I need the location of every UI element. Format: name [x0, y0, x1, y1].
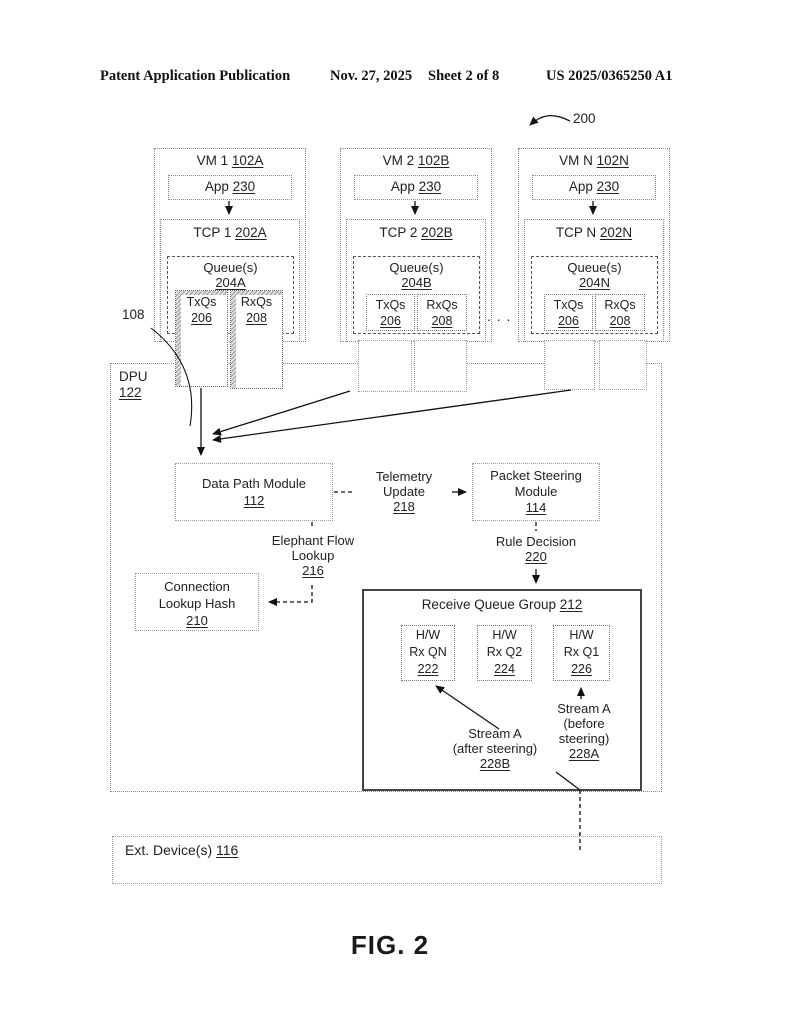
- vm2-rxq-num: 208: [431, 314, 453, 328]
- vmn-queue-box: [531, 256, 658, 334]
- vm2-tcp-num: 202B: [421, 225, 453, 240]
- vmn-label: VM N: [559, 153, 593, 168]
- hw-rx-q2-box: [477, 625, 532, 681]
- hw-q1-line1: H/W: [569, 628, 594, 642]
- hw-q2-line1: H/W: [492, 628, 517, 642]
- stream-before-line3: steering): [558, 731, 610, 746]
- hw-qn-num: 222: [417, 662, 439, 676]
- vm2-txq-box: [366, 294, 415, 331]
- vmn-queue-num: 204N: [578, 275, 611, 290]
- header-publication: Patent Application Publication: [100, 68, 291, 84]
- vmn-txq-extension: [544, 340, 595, 390]
- vm1-title: [155, 153, 305, 168]
- vmn-rxq-extension: [599, 340, 647, 390]
- hw-q1-num: 226: [571, 662, 592, 676]
- vm2-title: [341, 153, 491, 168]
- hw-q2-line2: Rx Q2: [486, 645, 523, 659]
- packet-steering-num: 114: [525, 500, 547, 515]
- data-path-module-num: 112: [243, 493, 265, 508]
- stream-after-line2: (after steering): [452, 741, 538, 756]
- vmn-queue-title: [532, 260, 657, 290]
- vm1-txq-label: TxQs: [186, 295, 217, 309]
- stream-before-steering-label: [546, 701, 622, 761]
- vmn-box: [518, 148, 670, 342]
- telemetry-num: 218: [393, 499, 415, 514]
- vmn-app-label: App: [568, 179, 593, 194]
- vm1-tcp-title: [161, 225, 299, 240]
- vm2-tcp-box: [346, 219, 486, 342]
- vmn-queue-label: Queue(s): [567, 260, 622, 275]
- elephant-flow-lookup-label: [263, 533, 363, 578]
- stream-after-steering-label: [433, 726, 557, 771]
- vm2-queue-num: 204B: [401, 275, 432, 290]
- elephant-num: 216: [302, 563, 324, 578]
- ref-200-leader-arrow: [530, 116, 570, 125]
- vmn-txq-label: TxQs: [553, 298, 584, 312]
- telemetry-update-label: [359, 469, 449, 514]
- ext-devices-label: [125, 842, 238, 858]
- ext-devices-box: [112, 836, 662, 884]
- vm1-queue-title: [168, 260, 293, 290]
- vm1-app-num: 230: [232, 179, 256, 194]
- hw-qn-line2: Rx QN: [409, 645, 447, 659]
- vm2-app-num: 230: [418, 179, 442, 194]
- vm2-txq-extension: [358, 340, 412, 392]
- vm1-queue-label: Queue(s): [203, 260, 258, 275]
- vmn-tcp-title: [525, 225, 663, 240]
- vm2-tcp-label: TCP 2: [379, 225, 418, 240]
- vm2-rxq-extension: [414, 340, 467, 392]
- vmn-tcp-num: 202N: [599, 225, 633, 240]
- packet-steering-line2: Module: [514, 484, 558, 499]
- ext-devices-num: 116: [216, 842, 239, 858]
- vmn-txq-num: 206: [558, 314, 579, 328]
- vm2-queue-box: [353, 256, 480, 334]
- vm2-app-box: [354, 175, 478, 200]
- stream-after-line1: Stream A: [468, 726, 522, 741]
- connection-lookup-line1: Connection: [164, 579, 230, 594]
- elephant-line1: Elephant Flow: [271, 533, 355, 548]
- header-pub-number: US 2025/0365250 A1: [546, 68, 673, 84]
- telemetry-line1: Telemetry: [375, 469, 433, 484]
- data-path-module-label: Data Path Module: [201, 476, 307, 491]
- vm1-tcp-num: 202A: [235, 225, 267, 240]
- vm1-queue-num: 204A: [215, 275, 246, 290]
- vm2-rxq-box: [417, 294, 467, 331]
- elephant-line2: Lookup: [291, 548, 335, 563]
- packet-steering-line1: Packet Steering: [490, 468, 582, 483]
- vm2-txq-num: 206: [380, 314, 401, 328]
- vmn-title: [519, 153, 669, 168]
- connection-lookup-line2: Lookup Hash: [158, 596, 236, 611]
- hw-rx-qn-box: [401, 625, 455, 681]
- hw-rx-q1-box: [553, 625, 610, 681]
- vm1-rxq-num: 208: [246, 311, 267, 325]
- vm1-rxq-label: RxQs: [240, 295, 273, 309]
- vm1-app-box: [168, 175, 292, 200]
- vmn-rxq-num: 208: [609, 314, 631, 328]
- ref-108: 108: [122, 307, 145, 322]
- vmn-app-box: [532, 175, 656, 200]
- vmn-tcp-label: TCP N: [555, 225, 597, 240]
- data-path-module-box: [175, 463, 333, 521]
- connection-lookup-num: 210: [186, 613, 208, 628]
- stream-before-line2: (before: [563, 716, 605, 731]
- rule-decision-num: 220: [525, 549, 547, 564]
- ext-devices-name: Ext. Device(s): [125, 842, 213, 858]
- ref-200: 200: [573, 111, 596, 126]
- vmn-app-num: 230: [596, 179, 620, 194]
- vm2-txq-label: TxQs: [375, 298, 406, 312]
- figure-caption: FIG. 2: [350, 930, 430, 960]
- vm2-tcp-title: [347, 225, 485, 240]
- dpu-name: DPU: [119, 369, 148, 384]
- vmn-rxq-label: RxQs: [604, 298, 636, 312]
- vmn-rxq-box: [595, 294, 645, 331]
- vm1-app-label: App: [204, 179, 229, 194]
- connection-lookup-hash-box: [135, 573, 259, 631]
- vm1-label: VM 1: [196, 153, 229, 168]
- vmn-num: 102N: [596, 153, 629, 168]
- packet-steering-module-box: [472, 463, 600, 521]
- stream-before-line1: Stream A: [557, 701, 611, 716]
- hw-qn-line1: H/W: [415, 628, 441, 642]
- vmn-txq-box: [544, 294, 593, 331]
- hw-q2-num: 224: [494, 662, 515, 676]
- hw-q1-line2: Rx Q1: [563, 645, 600, 659]
- dpu-num: 122: [119, 385, 142, 400]
- header-date: Nov. 27, 2025: [330, 68, 413, 84]
- rqg-num: 212: [559, 597, 583, 612]
- vm1-num: 102A: [231, 153, 264, 168]
- vm1-txq-bar: [175, 290, 228, 387]
- header-sheet: Sheet 2 of 8: [428, 68, 500, 84]
- stream-before-num: 228A: [568, 746, 600, 761]
- vm1-rxq-bar: [230, 290, 283, 389]
- vm1-txq-num: 206: [191, 311, 212, 325]
- vm2-box: [340, 148, 492, 342]
- rule-decision-label: [484, 534, 588, 564]
- receive-queue-group-title: [364, 597, 640, 612]
- rqg-label: Receive Queue Group: [421, 597, 557, 612]
- vm2-queue-title: [354, 260, 479, 290]
- rule-decision-line1: Rule Decision: [495, 534, 577, 549]
- stream-after-num: 228B: [479, 756, 511, 771]
- telemetry-line2: Update: [383, 484, 425, 499]
- vmn-tcp-box: [524, 219, 664, 342]
- vm2-queue-label: Queue(s): [389, 260, 444, 275]
- vm2-rxq-label: RxQs: [426, 298, 458, 312]
- dpu-label: [119, 369, 148, 401]
- vm2-num: 102B: [417, 153, 450, 168]
- vm2-label: VM 2: [382, 153, 415, 168]
- vm2-app-label: App: [390, 179, 415, 194]
- vm1-tcp-label: TCP 1: [193, 225, 232, 240]
- ellipsis-dots: . . .: [487, 308, 512, 324]
